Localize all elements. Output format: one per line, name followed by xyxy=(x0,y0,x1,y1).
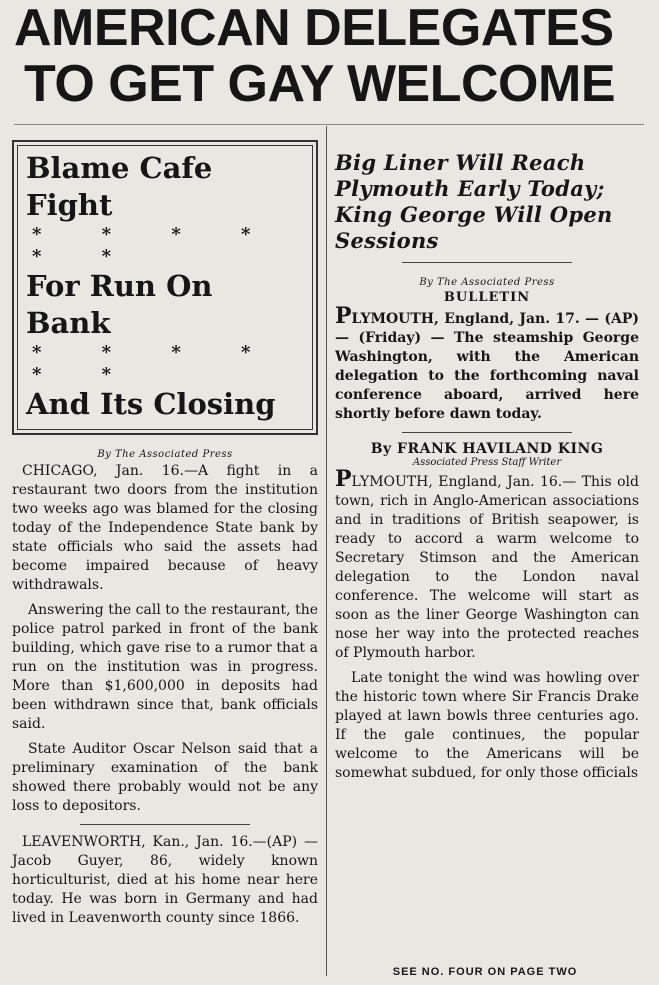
box-head-line-2: For Run On Bank xyxy=(26,269,213,340)
deck-line-3: King George Will Open xyxy=(335,202,613,227)
deck-headline xyxy=(335,150,639,254)
left-paragraph-2: Answering the call to the restaurant, the police patrol parked in front of the bank building, which gave rise to a rumor that a run on the institution was in progress. More than $1,600,000 in deposits had been withdrawn since that, bank officials said. xyxy=(12,602,318,732)
deck-line-2: Plymouth Early Today; xyxy=(335,176,605,201)
bulletin-label: BULLETIN xyxy=(443,290,531,305)
bulletin-body xyxy=(335,303,639,424)
box-head-line-1: Blame Cafe Fight xyxy=(26,151,213,222)
byline: By FRANK HAVILAND KING xyxy=(370,441,604,457)
star-row-1: * * * * * * xyxy=(32,224,278,267)
deck-line-4: Sessions xyxy=(335,228,439,253)
story-dropcap: P xyxy=(335,466,352,492)
jump-line: SEE NO. FOUR ON PAGE TWO xyxy=(392,966,578,978)
right-story-body xyxy=(335,466,639,783)
right-separator-1 xyxy=(402,262,572,263)
boxed-headline xyxy=(12,140,318,435)
left-credit: By The Associated Press xyxy=(97,449,233,460)
bulletin-text: LYMOUTH, England, Jan. 17. — (AP) — (Friday) — The steamship George Washington, with the American delegation to the forthcoming naval conference aboard, arrived here shortly before dawn today. xyxy=(335,311,639,422)
brief-paragraph: LEAVENWORTH, Kan., Jan. 16.—(AP) — Jacob Guyer, 86, widely known horticulturist, died at his home near here today. He was born in Germany and had lived in Leavenworth county since 1866. xyxy=(12,834,318,926)
box-head-line-3: And Its Closing xyxy=(26,387,276,421)
top-rule xyxy=(14,124,644,125)
right-column xyxy=(335,150,639,789)
right-paragraph-1 xyxy=(335,466,639,663)
left-brief xyxy=(12,833,318,928)
headline-line-2: TO GET GAY WELCOME xyxy=(24,55,616,113)
right-paragraph-2: Late tonight the wind was howling over the historic town where Sir Francis Drake played at lawn bowls three centuries ago. If the gale continues, the popular welcome to the Americans will be somewhat subdued, for only those officials xyxy=(335,670,639,781)
deck-line-1: Big Liner Will Reach xyxy=(335,150,586,175)
bulletin-paragraph xyxy=(335,303,639,424)
left-separator xyxy=(80,824,250,825)
right-paragraph-1-text: LYMOUTH, England, Jan. 16.— This old town, rich in Anglo-American associations and in traditions of British seapower, is ready to accord a warm welcome to Secretary Stimson and the American delegation to the London naval conference. The welcome will start as soon as the liner George Washington can nose her way into the protected reaches of Plymouth harbor. xyxy=(335,474,639,661)
column-divider xyxy=(326,126,327,976)
bulletin-dropcap: P xyxy=(335,303,352,329)
byline-sub: Associated Press Staff Writer xyxy=(412,457,562,468)
headline-line-1: AMERICAN DELEGATES xyxy=(14,0,614,57)
right-credit: By The Associated Press xyxy=(419,277,555,288)
left-paragraph-3: State Auditor Oscar Nelson said that a preliminary examination of the bank showed there probably would not be any loss to depositors. xyxy=(12,741,318,814)
star-row-2: * * * * * * xyxy=(32,342,278,385)
left-column xyxy=(12,140,318,934)
left-paragraph-1: CHICAGO, Jan. 16.—A fight in a restaurant two doors from the institution two weeks ago was blamed for the closing today of the Independence State bank by state officials who said the assets had become impaired because of heavy withdrawals. xyxy=(12,463,318,593)
right-separator-2 xyxy=(402,432,572,433)
main-headline xyxy=(14,0,654,112)
left-story-body xyxy=(12,462,318,816)
